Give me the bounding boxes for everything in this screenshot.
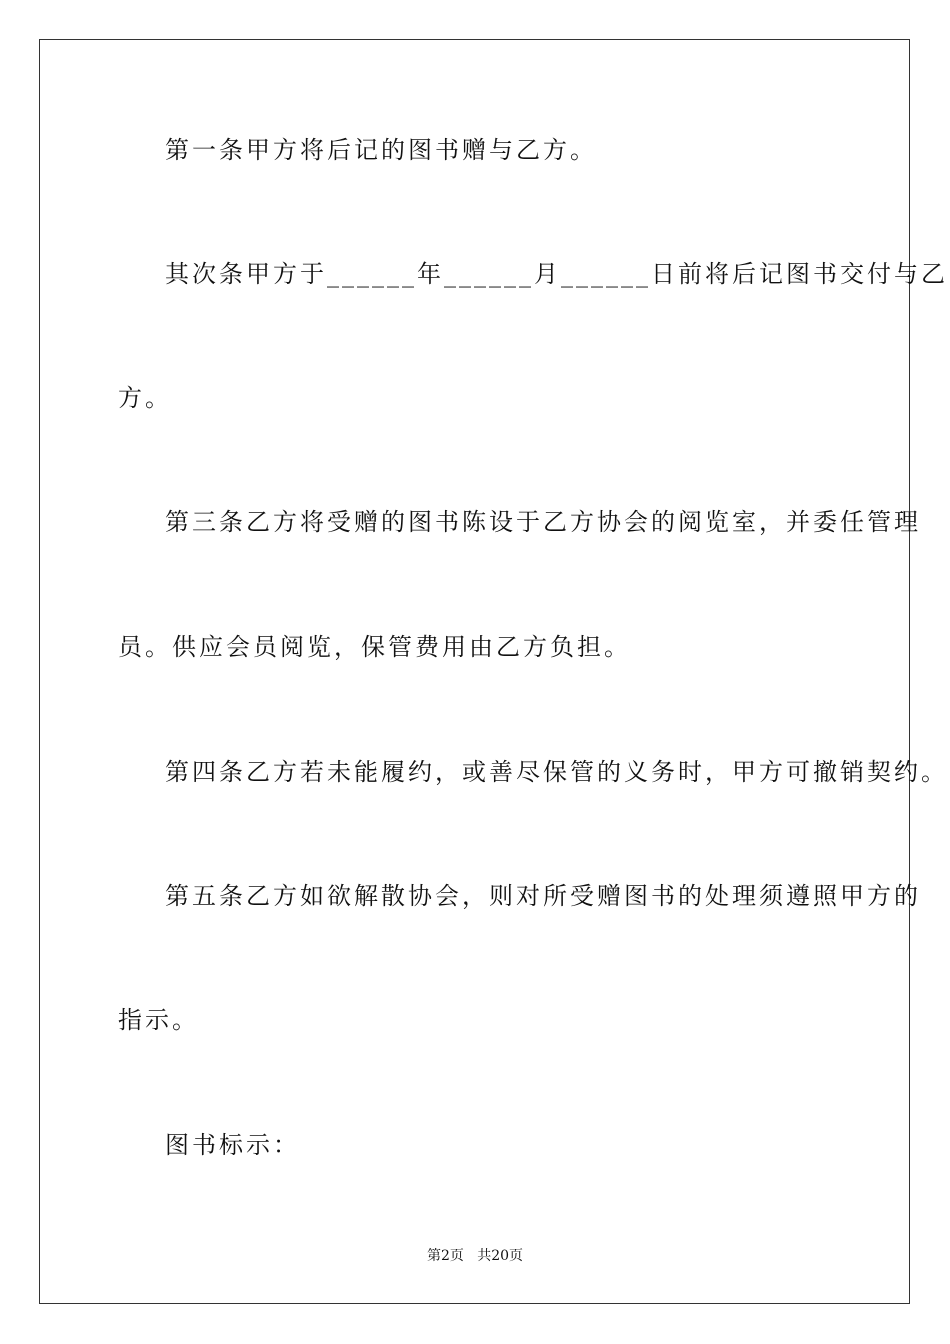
- article-4-text: 第四条乙方若未能履约，或善尽保管的义务时，甲方可撤销契约。: [165, 758, 948, 786]
- page-border: [39, 39, 910, 1304]
- article-3-text-line-2: 员。供应会员阅览，保管费用由乙方负担。: [118, 633, 631, 661]
- article-5-text-line-1: 第五条乙方如欲解散协会，则对所受赠图书的处理须遵照甲方的: [165, 882, 921, 910]
- page-number-footer: 第2页 共20页: [426, 1248, 524, 1264]
- book-list-heading: 图书标示：: [165, 1131, 300, 1159]
- article-2-text-line-2: 方。: [118, 384, 172, 412]
- article-1-text: 第一条甲方将后记的图书赠与乙方。: [165, 136, 597, 164]
- article-3-text-line-1: 第三条乙方将受赠的图书陈设于乙方协会的阅览室，并委任管理: [165, 508, 921, 536]
- article-5-text-line-2: 指示。: [118, 1006, 199, 1034]
- article-2-text-line-1: 其次条甲方于______年______月______日前将后记图书交付与乙: [165, 260, 948, 288]
